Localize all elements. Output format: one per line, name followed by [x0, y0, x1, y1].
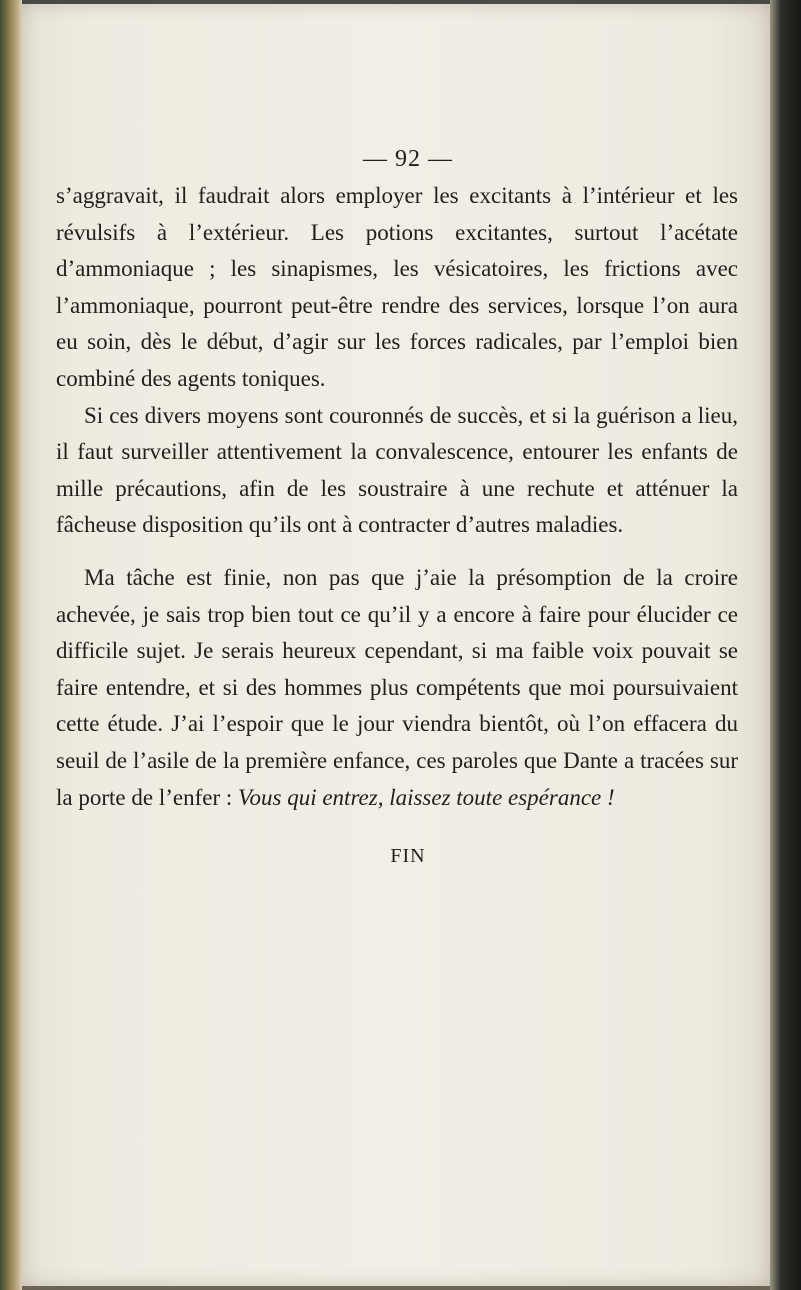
- end-mark: FIN: [390, 845, 426, 868]
- conclusion-text: Ma tâche est finie, non pas que j’aie la présomption de la croire achevée, je sais trop bien tout ce qu’il y a encore à faire pour élucider ce difficile sujet. Je serais heureux cependant, si ma faible voix pouvait se faire entendre, et si des hommes plus compétents que moi poursuivaient cette étude. J’ai l’espoir que le jour viendra bientôt, où l’on effacera du seuil de l’asile de la première enfance, ces paroles que Dante a tracées sur la porte de l’enfer :: [56, 564, 738, 810]
- scan-right-edge: [770, 0, 801, 1290]
- page-text: [56, 142, 738, 875]
- paragraph-conclusion: [56, 560, 738, 816]
- paragraph-convalescence: Si ces divers moyens sont couronnés de succès, et si la guérison a lieu, il faut surveiller attentivement la convalescence, entourer les enfants de mille précautions, afin de les soustraire à une rechute et atténuer la fâcheuse disposition qu’ils ont à contracter d’autres maladies.: [56, 402, 738, 538]
- dante-quote: Vous qui entrez, laissez toute espérance !: [238, 784, 615, 810]
- book-binding-edge: [0, 0, 22, 1290]
- page-number: — 92 —: [363, 146, 453, 172]
- paragraph-continuation: s’aggravait, il faudrait alors employer les excitants à l’intérieur et les révulsifs à l’extérieur. Les potions excitantes, surtout l’acétate d’ammoniaque ; les sinapismes, les vésicatoires, les frictions avec l’ammoniaque, pourront peut-être rendre des services, lorsque l’on aura eu soin, dès le début, d’agir sur les forces radicales, par l’emploi bien combiné des agents toniques.: [56, 183, 738, 391]
